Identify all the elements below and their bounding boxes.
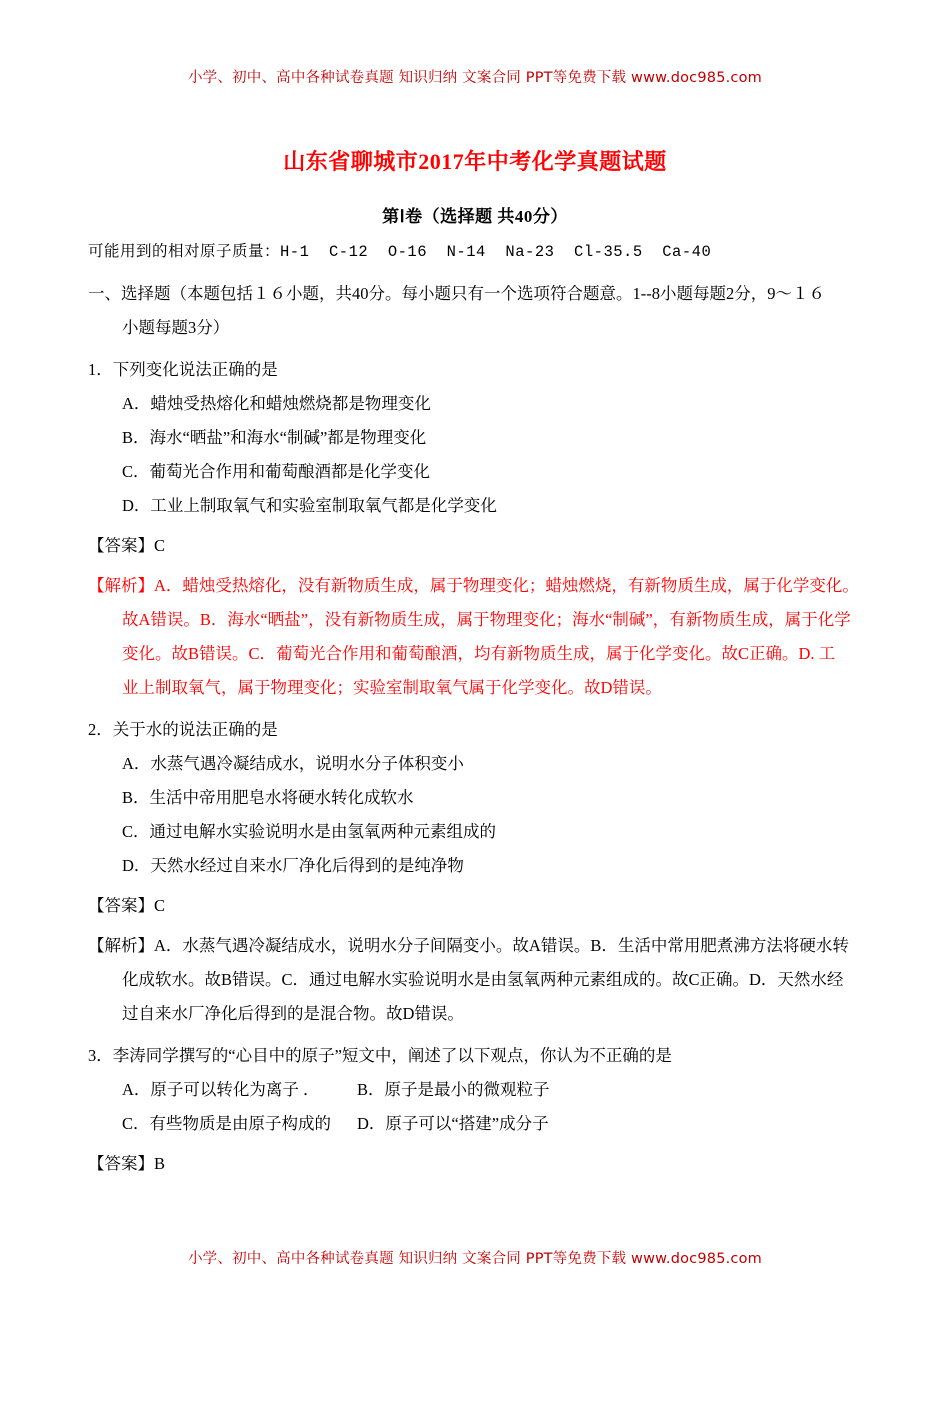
section-title: 第Ⅰ卷（选择题 共40分） xyxy=(382,207,568,226)
question-1-choice-c[interactable]: C．葡萄光合作用和葡萄酿酒都是化学变化 xyxy=(122,462,431,481)
footer-watermark: 小学、初中、高中各种试卷真题 知识归纳 文案合同 PPT等免费下载 www.doc985.com xyxy=(187,1251,763,1267)
question-1-answer: 【答案】C xyxy=(88,536,166,555)
question-2-choice-b[interactable]: B．生活中帝用肥皂水将硬水转化成软水 xyxy=(122,788,414,807)
question-2-choice-c[interactable]: C．通过电解水实验说明水是由氢氧两种元素组成的 xyxy=(122,822,497,841)
question-2-answer: 【答案】C xyxy=(88,896,166,915)
question-3-choice-a[interactable]: A．原子可以转化为离子 ． xyxy=(122,1080,320,1099)
instruction-line-1: 一、选择题（本题包括１６小题，共40分。每小题只有一个选项符合题意。1--8小题每题2分，9～１６ xyxy=(88,284,825,303)
question-2-explanation xyxy=(88,929,862,1031)
question-1-choice-a[interactable]: A．蜡烛受热熔化和蜡烛燃烧都是物理变化 xyxy=(122,394,431,413)
question-2-choice-a[interactable]: A．水蒸气遇冷凝结成水，说明水分子体积变小 xyxy=(122,754,464,773)
question-3-choice-row-1 xyxy=(88,1073,862,1107)
question-2-explanation-line-3: 过自来水厂净化后得到的是混合物。故D错误。 xyxy=(122,1004,464,1023)
question-1-stem: 1．下列变化说法正确的是 xyxy=(88,360,278,379)
question-1-explanation-line-4: 业上制取氧气，属于物理变化；实验室制取氧气属于化学变化。故D错误。 xyxy=(122,678,662,697)
instruction-line-2: 小题每题3分） xyxy=(122,318,230,337)
question-3-choice-d[interactable]: D．原子可以“搭建”成分子 xyxy=(357,1114,549,1133)
question-3-choice-c[interactable]: C．有些物质是由原子构成的 xyxy=(122,1114,332,1133)
question-3-choice-b[interactable]: B．原子是最小的微观粒子 xyxy=(357,1080,550,1099)
question-1-choice-b[interactable]: B．海水“晒盐”和海水“制碱”都是物理变化 xyxy=(122,428,427,447)
question-1-explanation-line-1: 【解析】A．蜡烛受热熔化，没有新物质生成，属于物理变化；蜡烛燃烧，有新物质生成，属于化学变化。 xyxy=(88,576,859,595)
question-1-explanation-line-2: 故A错误。B．海水“晒盐”，没有新物质生成，属于物理变化；海水“制碱”，有新物质生成，属于化学 xyxy=(122,610,851,629)
question-1-explanation-line-3: 变化。故B错误。C．葡萄光合作用和葡萄酿酒，均有新物质生成，属于化学变化。故C正确。D. 工 xyxy=(122,644,836,663)
question-2-choice-d[interactable]: D．天然水经过自来水厂净化后得到的是纯净物 xyxy=(122,856,464,875)
atomic-mass-line: 可能用到的相对原子质量：H-1 C-12 O-16 N-14 Na-23 Cl-35.5 Ca-40 xyxy=(88,243,712,261)
question-3-choice-row-2 xyxy=(88,1107,862,1141)
question-1-explanation xyxy=(88,569,862,705)
document-page xyxy=(0,66,950,1410)
question-3-stem: 3．李涛同学撰写的“心目中的原子”短文中，阐述了以下观点，你认为不正确的是 xyxy=(88,1046,672,1065)
question-2-stem: 2．关于水的说法正确的是 xyxy=(88,720,278,739)
question-1-choice-d[interactable]: D．工业上制取氧气和实验室制取氧气都是化学变化 xyxy=(122,496,497,515)
question-2-explanation-line-2: 化成软水。故B错误。C．通过电解水实验说明水是由氢氧两种元素组成的。故C正确。D．天然水经 xyxy=(122,970,844,989)
page-title: 山东省聊城市2017年中考化学真题试题 xyxy=(283,149,667,174)
question-2-explanation-line-1: 【解析】A．水蒸气遇冷凝结成水，说明水分子间隔变小。故A错误。B．生活中常用肥煮沸方法将硬水转 xyxy=(88,936,849,955)
question-3-answer: 【答案】B xyxy=(88,1154,166,1173)
header-watermark: 小学、初中、高中各种试卷真题 知识归纳 文案合同 PPT等免费下载 www.doc985.com xyxy=(187,70,763,86)
